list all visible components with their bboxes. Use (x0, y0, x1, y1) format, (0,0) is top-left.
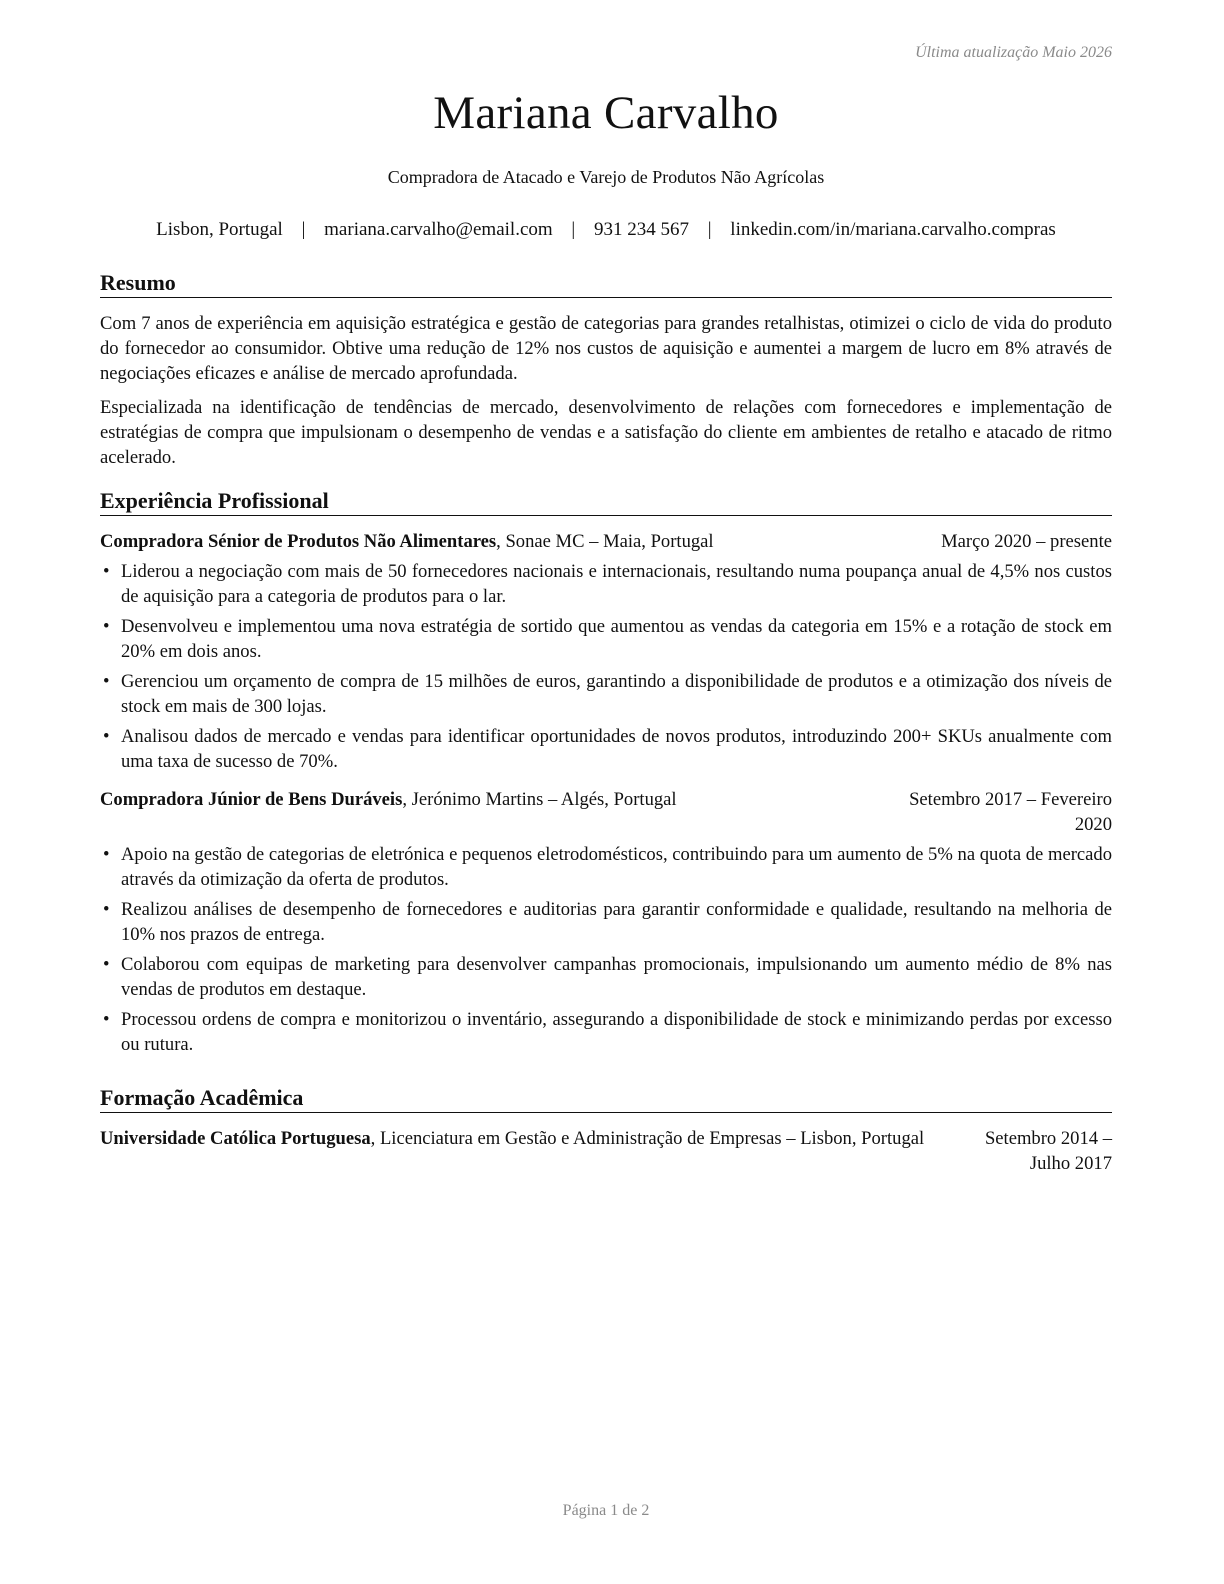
summary-paragraph: Com 7 anos de experiência em aquisição estratégica e gestão de categorias para grandes retalhistas, otimizei o ciclo de vida do produto do fornecedor ao consumidor. Obtive uma redução de 12% nos custos de aquisição e aumentei a margem de lucro em 8% através de negociações eficazes e análise de mercado aprofundada. (100, 313, 1112, 384)
education-section (100, 1085, 1112, 1176)
list-item: • Apoio na gestão de categorias de eletrónica e pequenos eletrodomésticos, contribuindo para um aumento de 5% na quota de mercado através da otimização da oferta de produtos. (103, 844, 1112, 890)
job-role: Compradora Sénior de Produtos Não Alimentares (100, 531, 497, 552)
summary-heading: Resumo (100, 270, 1112, 298)
job-company: , Jerónimo Martins – Algés, Portugal (402, 789, 677, 810)
list-item: • Processou ordens de compra e monitorizou o inventário, assegurando a disponibilidade de stock e minimizando perdas por excesso ou rutura. (103, 1009, 1112, 1055)
job-role: Compradora Júnior de Bens Duráveis (100, 789, 403, 810)
bullet-icon: • (103, 561, 110, 582)
bullet-icon: • (103, 844, 110, 865)
candidate-name: Mariana Carvalho (433, 87, 779, 139)
contact-separator: | (571, 219, 576, 240)
job-header (100, 529, 1112, 554)
job-entry (100, 529, 1112, 774)
education-institution-detail (100, 1126, 970, 1151)
bullet-icon: • (103, 616, 110, 637)
last-updated: Última atualização Maio 2026 (915, 44, 1112, 61)
bullet-icon: • (103, 726, 110, 747)
summary-paragraph: Especializada na identificação de tendências de mercado, desenvolvimento de relações com fornecedores e implementação de estratégias de compra que impulsionam o desempenho de vendas e a satisfação do cliente em ambientes de retalho e atacado de ritmo acelerado. (100, 397, 1112, 468)
job-bullets (100, 559, 1112, 774)
job-bullets (100, 842, 1112, 1057)
job-role-company (100, 787, 677, 812)
list-item: • Gerenciou um orçamento de compra de 15 milhões de euros, garantindo a disponibilidade de produtos e a otimização dos níveis de stock em mais de 300 lojas. (103, 671, 1112, 717)
list-item: • Realizou análises de desempenho de fornecedores e auditorias para garantir conformidade e qualidade, resultando na melhoria de 10% nos prazos de entrega. (103, 899, 1112, 945)
contact-email[interactable]: mariana.carvalho@email.com (324, 219, 553, 240)
contact-separator: | (301, 219, 306, 240)
bullet-icon: • (103, 1009, 110, 1030)
list-item: • Liderou a negociação com mais de 50 fornecedores nacionais e internacionais, resultando numa poupança anual de 4,5% nos custos de aquisição para a categoria de produtos para o lar. (103, 561, 1112, 607)
resume-page (100, 0, 1112, 1584)
contact-line (100, 219, 1112, 241)
job-dates: Março 2020 – presente (941, 531, 1112, 552)
contact-phone: 931 234 567 (593, 219, 689, 240)
job-company: , Sonae MC – Maia, Portugal (496, 531, 714, 552)
list-item: • Desenvolveu e implementou uma nova estratégia de sortido que aumentou as vendas da categoria em 15% e a rotação de stock em 20% em dois anos. (103, 616, 1112, 662)
list-item: • Analisou dados de mercado e vendas para identificar oportunidades de novos produtos, introduzindo 200+ SKUs anualmente com uma taxa de sucesso de 70%. (103, 726, 1112, 772)
contact-linkedin[interactable]: linkedin.com/in/mariana.carvalho.compras (730, 219, 1056, 240)
bullet-icon: • (103, 671, 110, 692)
contact-separator: | (707, 219, 712, 240)
contact-location: Lisbon, Portugal (156, 219, 283, 240)
education-institution: Universidade Católica Portuguesa (100, 1128, 371, 1149)
candidate-title: Compradora de Atacado e Varejo de Produtos Não Agrícolas (387, 167, 825, 187)
job-entry (100, 787, 1112, 1057)
education-dates: Setembro 2014 – Julho 2017 (984, 1128, 1112, 1174)
bullet-icon: • (103, 954, 110, 975)
job-role-company (100, 529, 714, 554)
job-header (100, 787, 1112, 837)
experience-section (100, 488, 1112, 1062)
job-dates: Setembro 2017 – Fevereiro 2020 (909, 789, 1112, 835)
experience-heading: Experiência Profissional (100, 488, 1112, 516)
page-number: Página 1 de 2 (562, 1502, 650, 1519)
summary-section (100, 270, 1112, 470)
education-entry (100, 1126, 1112, 1176)
education-heading: Formação Acadêmica (100, 1085, 1112, 1113)
bullet-icon: • (103, 899, 110, 920)
list-item: • Colaborou com equipas de marketing para desenvolver campanhas promocionais, impulsionando um aumento médio de 8% nas vendas de produtos em destaque. (103, 954, 1112, 1000)
education-detail: , Licenciatura em Gestão e Administração de Empresas – Lisbon, Portugal (370, 1128, 925, 1149)
